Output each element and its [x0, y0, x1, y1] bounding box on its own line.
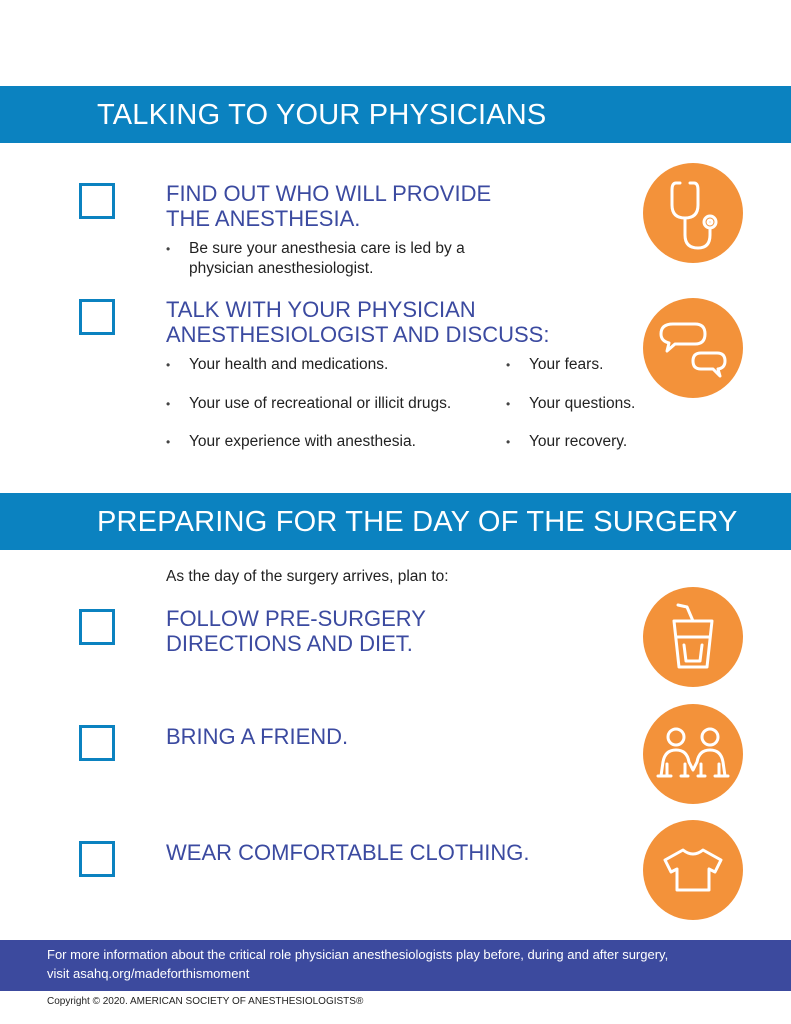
item-title-talk-physician [166, 297, 549, 347]
title-line: FIND OUT WHO WILL PROVIDE [166, 181, 492, 206]
list-item [166, 239, 465, 279]
bullet-text: Be sure your anesthesia care is led by a [189, 240, 465, 257]
list-item: • Your experience with anesthesia. [166, 432, 451, 452]
two-people-icon [643, 704, 743, 804]
list-item: • Your fears. [506, 355, 635, 375]
copyright: Copyright © 2020. AMERICAN SOCIETY OF ANESTHESIOLOGISTS® [47, 996, 364, 1007]
section-title: PREPARING FOR THE DAY OF THE SURGERY [97, 506, 738, 538]
title-line: FOLLOW PRE-SURGERY [166, 606, 426, 631]
list-item: • Your health and medications. [166, 355, 451, 375]
checkbox-wear-clothing[interactable] [79, 841, 115, 877]
checkbox-bring-friend[interactable] [79, 725, 115, 761]
title-line: ANESTHESIOLOGIST AND DISCUSS: [166, 322, 550, 347]
list-item: • Your recovery. [506, 432, 635, 452]
bullet-list [166, 239, 465, 279]
bullet-list-right [506, 355, 635, 452]
item-title-bring-friend: BRING A FRIEND. [166, 724, 349, 749]
section-header-physicians [0, 86, 791, 143]
footer-line: visit asahq.org/madeforthismoment [47, 966, 250, 981]
item-title-find-provider [166, 181, 491, 231]
title-line: THE ANESTHESIA. [166, 206, 361, 231]
intro-text: As the day of the surgery arrives, plan to: [166, 568, 449, 585]
list-item: • Your questions. [506, 394, 635, 414]
section-title: TALKING TO YOUR PHYSICIANS [97, 99, 547, 131]
checkbox-talk-physician[interactable] [79, 299, 115, 335]
section-header-surgery-day [0, 493, 791, 550]
drink-cup-icon [643, 587, 743, 687]
checkbox-find-provider[interactable] [79, 183, 115, 219]
item-title-wear-clothing: WEAR COMFORTABLE CLOTHING. [166, 840, 530, 865]
footer-line: For more information about the critical role physician anesthesiologists play before, during and after surgery, [47, 947, 669, 962]
bullet-list-left [166, 355, 451, 452]
stethoscope-icon [643, 163, 743, 263]
bullet-text: physician anesthesiologist. [189, 260, 374, 277]
checkbox-follow-directions[interactable] [79, 609, 115, 645]
list-item: • Your use of recreational or illicit drugs. [166, 394, 451, 414]
t-shirt-icon [643, 820, 743, 920]
speech-bubbles-icon [643, 298, 743, 398]
footer-banner [0, 940, 791, 991]
title-line: DIRECTIONS AND DIET. [166, 631, 413, 656]
item-title-follow-directions [166, 606, 426, 656]
footer-text [47, 945, 668, 983]
title-line: TALK WITH YOUR PHYSICIAN [166, 297, 476, 322]
